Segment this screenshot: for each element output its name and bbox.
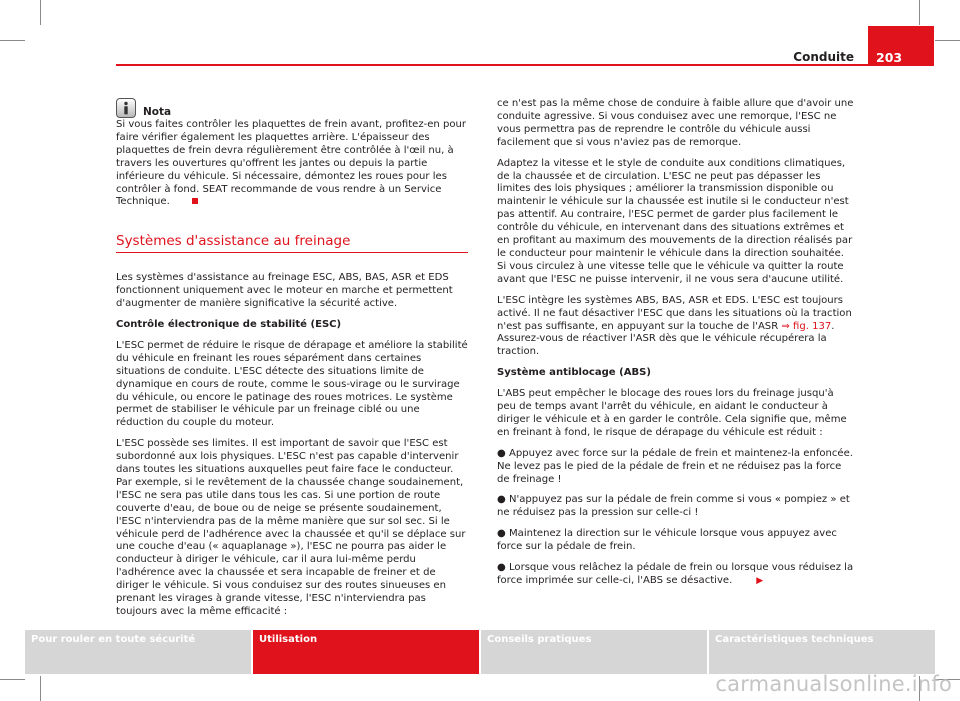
esc-paragraph-1: L'ESC permet de réduire le risque de dérapage et améliore la stabilité du véhicule en freinant les roues séparément dans certaines situations de conduite. L'ESC détecte des situations limite de dynamique en cours de route, comme le sous-virage ou le survirage du véhicule, ou encore le patinage des roues motrices. Le système permet de stabiliser le véhicule par un freinage ciblé ou une réduction du couple du moteur. (116, 339, 468, 429)
info-icon (116, 98, 136, 118)
page-number: 203 (868, 26, 934, 66)
chapter-title: Conduite (793, 50, 854, 64)
note-label: Nota (143, 106, 172, 118)
right-column (497, 98, 855, 596)
tab-safety[interactable]: Pour rouler en toute sécurité (25, 630, 253, 674)
note-header (116, 96, 468, 118)
right-paragraph-1: ce n'est pas la même chose de conduire à faible allure que d'avoir une conduite agressive. Si vous conduisez avec une remorque, l'ESC ne vous permettra pas de reprendre le contrôle du véhicule aussi facilement que si vous n'aviez pas de remorque. (497, 98, 854, 148)
left-column (116, 96, 468, 627)
list-item: ● N'appuyez pas sur la pédale de frein comme si vous « pompiez » et ne réduisez pas la pression sur celle-ci ! (497, 494, 850, 519)
list-item: ● Maintenez la direction sur le véhicule lorsque vous appuyez avec force sur la pédale de frein. (497, 528, 837, 553)
bullet-icon: ● (497, 528, 506, 540)
tab-technical-specs[interactable]: Caractéristiques techniques (709, 630, 935, 674)
watermark: carmanualsonline.info (715, 672, 952, 696)
note-text: Si vous faites contrôler les plaquettes de frein avant, profitez-en pour faire vérifier également les plaquettes arrière. L'épaisseur des plaquettes de frein devra régulièrement être contrôlée à l'œil nu, à travers les ouvertures qu'offrent les jantes ou depuis la partie inférieure du véhicule. Si nécessaire, démontez les roues pour les contrôler à fond. SEAT recommande de vous rendre à un Service Technique. (116, 119, 466, 208)
right-paragraph-3: L'ESC intègre les systèmes ABS, BAS, ASR et EDS. L'ESC est toujours activé. Il ne faut désactiver l'ESC que dans les situations où la traction n'est pas suffisante, en appuyant sur la touche de l'ASR ⇒ fig. 137. Assurez-vous de réactiver l'ASR dès que le véhicule récupérera la traction. (497, 294, 852, 358)
crop-mark (40, 676, 41, 701)
crop-mark (40, 0, 41, 25)
abs-paragraph: L'ABS peut empêcher le blocage des roues lors du freinage jusqu'à peu de temps avant l'arrêt du véhicule, en aidant le conducteur à diriger le véhicule et à en garder le contrôle. Cela signifie que, même en freinant à fond, le risque de dérapage du véhicule est réduit : (497, 388, 847, 438)
bullet-icon: ● (497, 562, 506, 574)
continue-arrow-icon: ▶ (756, 576, 764, 586)
crop-mark (0, 679, 25, 680)
esc-heading: Contrôle électronique de stabilité (ESC) (116, 318, 342, 330)
list-item: ● Lorsque vous relâchez la pédale de frein ou lorsque vous réduisez la force imprimée sur celle-ci, l'ABS se désactive. ▶ (497, 562, 854, 586)
tab-practical-tips[interactable]: Conseils pratiques (481, 630, 709, 674)
abs-heading: Système antiblocage (ABS) (497, 367, 651, 379)
bullet-icon: ● (497, 494, 506, 506)
tab-operation[interactable]: Utilisation (253, 630, 481, 674)
header-rule (116, 64, 934, 66)
list-item: ● Appuyez avec force sur la pédale de frein et maintenez-la enfoncée. Ne levez pas le pied de la pédale de frein et ne réduisez pas la force de freinage ! (497, 447, 853, 485)
figure-link[interactable]: ⇒ fig. 137 (781, 320, 832, 332)
section-title: Systèmes d'assistance au freinage (116, 235, 468, 253)
crop-mark (935, 40, 960, 41)
esc-paragraph-2: L'ESC possède ses limites. Il est important de savoir que l'ESC est subordonné aux lois physiques. L'ESC n'est pas capable d'intervenir dans toutes les situations auxquelles peut faire face le conducteur. Par exemple, si le revêtement de la chaussée change soudainement, l'ESC ne sera pas utile dans tous les cas. Si une portion de route couverte d'eau, de boue ou de neige se présente soudainement, l'ESC n'interviendra pas de la même manière que sur sol sec. Si le véhicule perd de l'adhérence avec la chaussée et qu'il se déplace sur une couche d'eau (« aquaplanage »), l'ESC ne pourra pas aider le conducteur à diriger le véhicule, car il aura lui-même perdu l'adhérence avec la chaussée et sera incapable de freiner et de diriger le véhicule. Si vous conduisez sur des routes sinueuses en prenant les virages à grande vitesse, l'ESC n'interviendra pas toujours avec la même efficacité : (116, 438, 466, 617)
intro-paragraph: Les systèmes d'assistance au freinage ESC, ABS, BAS, ASR et EDS fonctionnent uniquement avec le moteur en marche et permettent d'augmenter de manière significative la sécurité active. (116, 272, 453, 310)
footer-nav (25, 630, 935, 674)
bullet-icon: ● (497, 447, 506, 459)
right-paragraph-2: Adaptez la vitesse et le style de conduite aux conditions climatiques, de la chaussée et de circulation. L'ESC ne peut pas dépasser les limites des lois physiques ; améliorer la transmission disponible ou maintenir le véhicule sur la chaussée est inutile si le conducteur n'est pas attentif. Au contraire, l'ESC permet de garder plus facilement le contrôle du véhicule, en intervenant dans des situations extrêmes et en profitant au maximum des mouvements de la direction réalisés par le conducteur pour maintenir le véhicule dans la direction souhaitée. Si vous circulez à une vitesse telle que le véhicule va quitter la route avant que l'ESC ne puisse intervenir, il ne vous sera d'aucune utilité. (497, 157, 853, 285)
crop-mark (919, 0, 920, 25)
end-marker-icon (192, 198, 198, 204)
crop-mark (0, 40, 25, 41)
